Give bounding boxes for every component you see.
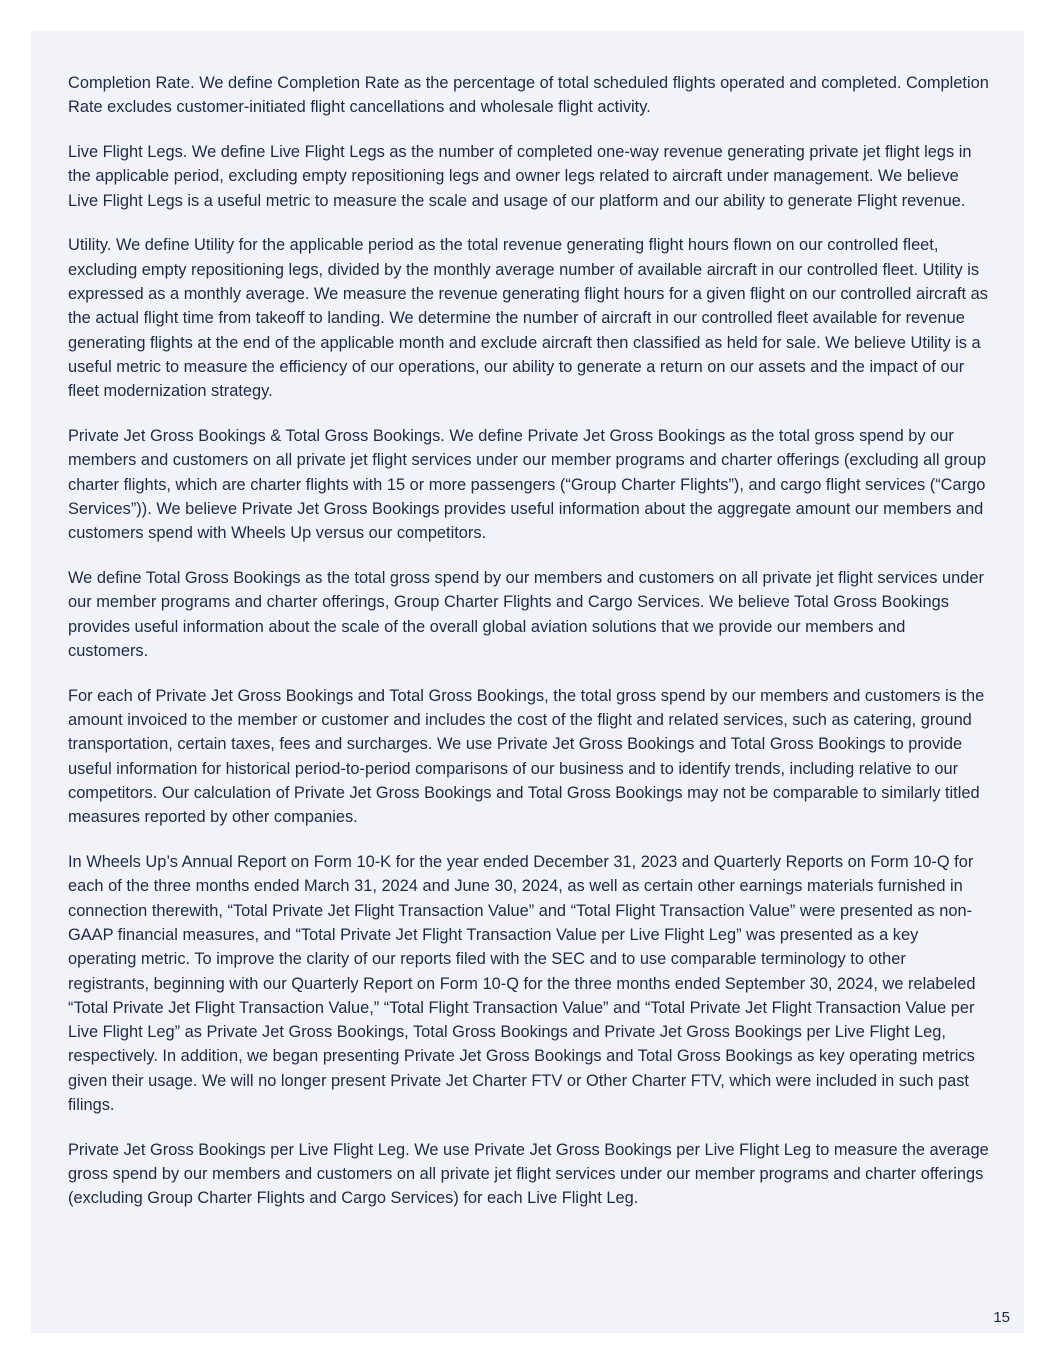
paragraph-gross-spend: For each of Private Jet Gross Bookings and Total Gross Bookings, the total gross spend by our members and customers is the amount invoiced to the member or customer and includes the cost of the flight and related services, such as catering, ground transportation, certain taxes, fees and surcharges. We use Private Jet Gross Bookings and Total Gross Bookings to provide useful information for historical period-to-period comparisons of our business and to identify trends, including relative to our competitors. Our calculation of Private Jet Gross Bookings and Total Gross Bookings may not be comparable to similarly titled measures reported by other companies. — [68, 686, 985, 827]
paragraph-private-jet-gross-bookings: Private Jet Gross Bookings & Total Gross Bookings. We define Private Jet Gross Bookings as the total gross spend by our members and customers on all private jet flight services under our member programs and charter offerings (excluding all group charter flights, which are charter flights with 15 or more passengers (“Group Charter Flights”), and cargo flight services (“Cargo Services”)). We believe Private Jet Gross Bookings provides useful information about the aggregate amount our members and customers spend with Wheels Up versus our competitors. — [68, 427, 987, 543]
paragraph-total-gross-bookings: We define Total Gross Bookings as the total gross spend by our members and customers on all private jet flight services under our member programs and charter offerings, Group Charter Flights and Cargo Services. We believe Total Gross Bookings provides useful information about the scale of the overall global aviation solutions that we provide our members and customers. — [68, 569, 984, 660]
paragraph-live-flight-legs: Live Flight Legs. We define Live Flight Legs as the number of completed one-way revenue generating private jet flight legs in the applicable period, excluding empty repositioning legs and owner legs related to aircraft under management. We believe Live Flight Legs is a useful metric to measure the scale and usage of our platform and our ability to generate Flight revenue. — [68, 143, 972, 210]
paragraph-relabeling: In Wheels Up’s Annual Report on Form 10-K for the year ended December 31, 2023 and Quarterly Reports on Form 10-Q for each of the three months ended March 31, 2024 and June 30, 2024, as well as certain other earnings materials furnished in connection therewith, “Total Private Jet Flight Transaction Value” and “Total Flight Transaction Value” were presented as non-GAAP financial measures, and “Total Private Jet Flight Transaction Value per Live Flight Leg” was presented as a key operating metric. To improve the clarity of our reports filed with the SEC and to use comparable terminology to other registrants, beginning with our Quarterly Report on Form 10-Q for the three months ended September 30, 2024, we relabeled “Total Private Jet Flight Transaction Value,” “Total Flight Transaction Value” and “Total Private Jet Flight Transaction Value per Live Flight Leg” as Private Jet Gross Bookings, Total Gross Bookings and Private Jet Gross Bookings per Live Flight Leg, respectively. In addition, we began presenting Private Jet Gross Bookings and Total Gross Bookings as key operating metrics given their usage. We will no longer present Private Jet Charter FTV or Other Charter FTV, which were included in such past filings. — [68, 853, 976, 1114]
paragraph-completion-rate: Completion Rate. We define Completion Rate as the percentage of total scheduled flights operated and completed. Completion Rate excludes customer-initiated flight cancellations and wholesale flight activity. — [68, 74, 989, 117]
document-page — [31, 31, 1024, 1333]
body-text — [68, 71, 990, 1231]
paragraph-per-live-flight-leg: Private Jet Gross Bookings per Live Flight Leg. We use Private Jet Gross Bookings per Live Flight Leg to measure the average gross spend by our members and customers on all private jet flight services under our member programs and charter offerings (excluding Group Charter Flights and Cargo Services) for each Live Flight Leg. — [68, 1140, 989, 1208]
paragraph-utility: Utility. We define Utility for the applicable period as the total revenue generating flight hours flown on our controlled fleet, excluding empty repositioning legs, divided by the monthly average number of available aircraft in our controlled fleet. Utility is expressed as a monthly average. We measure the revenue generating flight hours for a given flight on our controlled aircraft as the actual flight time from takeoff to landing. We determine the number of aircraft in our controlled fleet available for revenue generating flights at the end of the applicable month and exclude aircraft then classified as held for sale. We believe Utility is a useful metric to measure the efficiency of our operations, our ability to generate a return on our assets and the impact of our fleet modernization strategy. — [68, 236, 988, 401]
page-number: 15 — [993, 1309, 1010, 1326]
